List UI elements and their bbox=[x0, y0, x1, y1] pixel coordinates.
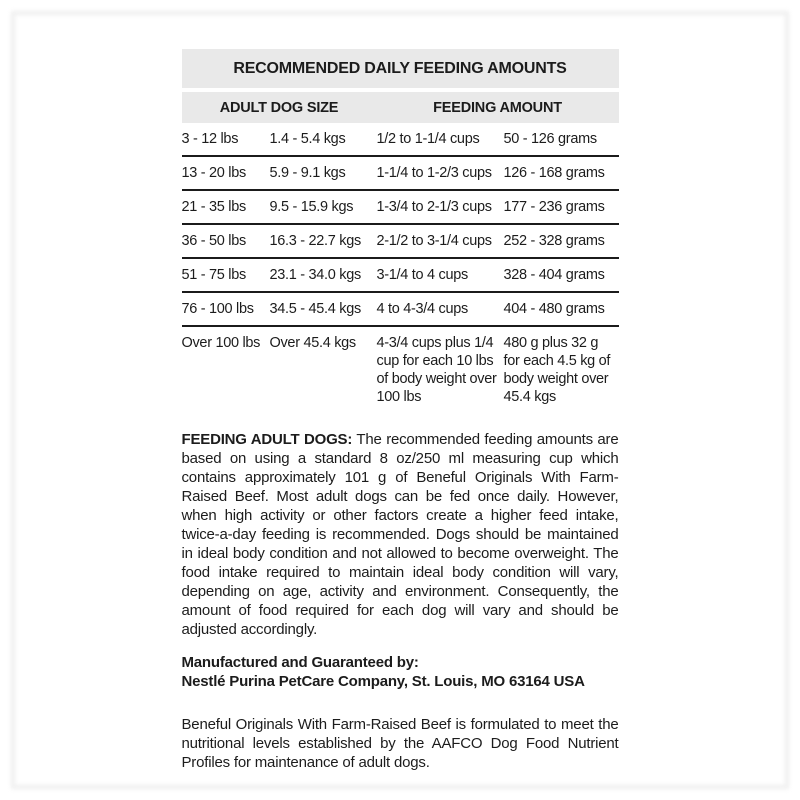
cell-weight-lbs: Over 100 lbs bbox=[181, 335, 261, 351]
cell-cups: 2-1/2 to 3-1/4 cups bbox=[376, 233, 492, 249]
cell-weight-kgs: 23.1 - 34.0 kgs bbox=[269, 267, 361, 283]
table-row bbox=[182, 123, 619, 157]
manufacturer-block bbox=[182, 653, 619, 691]
table-row bbox=[182, 293, 619, 327]
cell-weight-lbs: 3 - 12 lbs bbox=[181, 131, 239, 147]
cell-grams: 328 - 404 grams bbox=[503, 267, 605, 283]
cell-weight-kgs: 9.5 - 15.9 kgs bbox=[269, 199, 354, 215]
cell-cups: 4 to 4-3/4 cups bbox=[376, 301, 468, 317]
cell-weight-lbs: 13 - 20 lbs bbox=[181, 165, 246, 181]
cell-grams: 480 g plus 32 g for each 4.5 kg of body weight over 45.4 kgs bbox=[503, 335, 611, 405]
table-title-bar bbox=[182, 49, 619, 88]
cell-cups: 4-3/4 cups plus 1/4 cup for each 10 lbs of body weight over 100 lbs bbox=[376, 335, 497, 405]
table-title: RECOMMENDED DAILY FEEDING AMOUNTS bbox=[233, 60, 567, 77]
cell-weight-kgs: 34.5 - 45.4 kgs bbox=[269, 301, 361, 317]
table-row bbox=[182, 157, 619, 191]
cell-cups: 1-3/4 to 2-1/3 cups bbox=[376, 199, 492, 215]
cell-grams: 404 - 480 grams bbox=[503, 301, 605, 317]
manufacturer-heading: Manufactured and Guaranteed by: bbox=[181, 654, 419, 671]
cell-weight-lbs: 51 - 75 lbs bbox=[181, 267, 246, 283]
cell-weight-kgs: 16.3 - 22.7 kgs bbox=[269, 233, 361, 249]
cell-cups: 1/2 to 1-1/4 cups bbox=[376, 131, 480, 147]
group-header-dog-size: ADULT DOG SIZE bbox=[219, 99, 339, 116]
feeding-instructions-paragraph bbox=[182, 430, 619, 639]
cell-grams: 50 - 126 grams bbox=[503, 131, 597, 147]
table-row bbox=[182, 225, 619, 259]
feeding-instructions-body: The recommended feeding amounts are based on using a standard 8 oz/250 ml measuring cup which contains approximately 101 g of Beneful Originals With Farm-Raised Beef. Most adult dogs can be fed once daily. However, when high activity or other factors create a higher feed intake, twice-a-day feeding is recommended. Dogs should be maintained in ideal body condition and not allowed to become overweight. The food intake required to maintain ideal body condition will vary, depending on age, activity and environment. Consequently, the amount of food required for each dog will vary and should be adjusted accordingly. bbox=[181, 431, 619, 638]
table-row bbox=[182, 327, 619, 416]
cell-grams: 126 - 168 grams bbox=[503, 165, 605, 181]
table-row bbox=[182, 191, 619, 225]
table-group-header-bar bbox=[182, 92, 619, 123]
cell-weight-lbs: 21 - 35 lbs bbox=[181, 199, 246, 215]
feeding-instructions-heading: FEEDING ADULT DOGS: bbox=[181, 431, 353, 448]
cell-weight-kgs: Over 45.4 kgs bbox=[269, 335, 356, 351]
group-header-feeding-amount: FEEDING AMOUNT bbox=[433, 99, 562, 116]
cell-weight-kgs: 1.4 - 5.4 kgs bbox=[269, 131, 346, 147]
cell-cups: 3-1/4 to 4 cups bbox=[376, 267, 468, 283]
feeding-guide-label bbox=[182, 0, 619, 772]
cell-cups: 1-1/4 to 1-2/3 cups bbox=[376, 165, 492, 181]
aafco-statement: Beneful Originals With Farm-Raised Beef is formulated to meet the nutritional levels established by the AAFCO Dog Food Nutrient Profiles for maintenance of adult dogs. bbox=[181, 716, 619, 771]
cell-grams: 177 - 236 grams bbox=[503, 199, 605, 215]
manufacturer-address: Nestlé Purina PetCare Company, St. Louis, MO 63164 USA bbox=[181, 673, 585, 690]
cell-weight-lbs: 36 - 50 lbs bbox=[181, 233, 246, 249]
cell-weight-lbs: 76 - 100 lbs bbox=[181, 301, 254, 317]
table-row bbox=[182, 259, 619, 293]
cell-weight-kgs: 5.9 - 9.1 kgs bbox=[269, 165, 346, 181]
cell-grams: 252 - 328 grams bbox=[503, 233, 605, 249]
